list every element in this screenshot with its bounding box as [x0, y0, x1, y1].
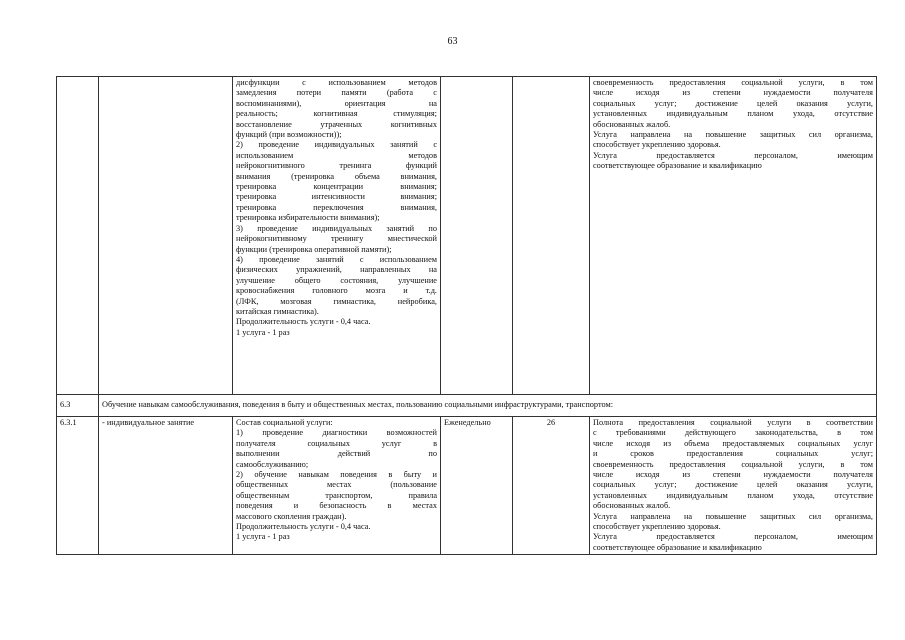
table-row-6-3-1	[57, 417, 877, 555]
text-line: Полнота предоставления социальной услуги в соответствии	[593, 418, 873, 427]
row-form: - индивидуальное занятие	[99, 417, 233, 555]
text-line: массового скопления граждан).	[236, 511, 347, 521]
text-line: Услуга направлена на повышение защитных сил организма,	[593, 130, 873, 140]
text-line: обоснованных жалоб.	[593, 119, 671, 129]
text-line: своевременность предоставления социальной услуги, в том	[593, 459, 873, 469]
text-line: числе исходя из степени нуждаемости получателя	[593, 470, 873, 480]
text-line: тренировка интенсивности внимания;	[236, 192, 437, 202]
text-line: социальных услуг; достижение целей оказания услуги,	[593, 480, 873, 490]
text-line: Состав социальной услуги:	[236, 418, 333, 427]
text-line: воспоминаниями), ориентация на	[236, 98, 437, 108]
text-line: способствует укреплению здоровья.	[593, 140, 721, 150]
row-count: 26	[513, 417, 590, 555]
text-line: способствует укреплению здоровья.	[593, 522, 721, 532]
text-line: установленных индивидуальным планом ухода, отсутствие	[593, 490, 873, 500]
text-line: Услуга предоставляется персоналом, имеющим	[593, 532, 873, 542]
text-line: использованием методов	[236, 150, 437, 160]
table-row-continued	[57, 77, 877, 395]
cell-number	[57, 77, 99, 395]
text-line: внимания (тренировка объема внимания,	[236, 171, 437, 181]
text-line: получателя социальных услуг в	[236, 438, 437, 448]
text-line: соответствующее образование и квалификацию	[593, 161, 762, 171]
text-line: 2) проведение индивидуальных занятий с	[236, 140, 437, 150]
text-line: тренировка переключения внимания,	[236, 202, 437, 212]
text-line: замедления потери памяти (работа с	[236, 88, 437, 98]
text-line: физических упражнений, направленных на	[236, 265, 437, 275]
text-line: и сроков предоставления социальных услуг;	[593, 449, 873, 459]
text-line: (ЛФК, мозговая гимнастика, нейробика,	[236, 296, 437, 306]
row-quality	[590, 417, 877, 555]
text-line: Услуга направлена на повышение защитных сил организма,	[593, 511, 873, 521]
text-line: 1 услуга - 1 раз	[236, 327, 290, 337]
text-line: соответствующее образование и квалификацию	[593, 542, 762, 552]
services-table	[56, 76, 877, 555]
text-line: самообслуживанию;	[236, 459, 309, 469]
section-number: 6.3	[57, 395, 99, 417]
text-line: Продолжительность услуги - 0,4 часа.	[236, 317, 371, 327]
text-line: выполнении действий по	[236, 449, 437, 459]
row-frequency: Еженедельно	[441, 417, 513, 555]
cell-form	[99, 77, 233, 395]
page-number: 63	[447, 36, 458, 47]
text-line: 2) обучение навыкам поведения в быту и	[236, 470, 437, 480]
text-line: улучшение общего состояния, улучшение	[236, 275, 437, 285]
text-line: тренировка избирательности внимания);	[236, 213, 380, 223]
text-line: функций (при возможности));	[236, 130, 342, 140]
text-line: кровоснабжения головного мозга и т.д.	[236, 286, 437, 296]
section-title: Обучение навыкам самообслуживания, поведения в быту и общественных местах, пользованию социальными инфраструктурами, транспортом:	[99, 395, 877, 417]
text-line: реальность; когнитивная стимуляция;	[236, 109, 437, 119]
text-line: восстановление утраченных когнитивных	[236, 119, 437, 129]
text-line: числе исходя из степени нуждаемости получателя	[593, 88, 873, 98]
text-line: 3) проведение индивидуальных занятий по	[236, 223, 437, 233]
row-content	[233, 417, 441, 555]
text-line: общественным транспортом, правила	[236, 490, 437, 500]
row-number: 6.3.1	[57, 417, 99, 555]
text-line: обоснованных жалоб.	[593, 501, 671, 511]
text-line: с требованиями действующего законодательства, в том	[593, 428, 873, 438]
text-line: 1 услуга - 1 раз	[236, 532, 290, 542]
text-line: поведения и безопасность в местах	[236, 501, 437, 511]
text-line: функции (тренировка оперативной памяти);	[236, 244, 392, 254]
text-line: дисфункции с использованием методов	[236, 78, 437, 87]
text-line: 4) проведение занятий с использованием	[236, 254, 437, 264]
text-line: тренировка концентрации внимания;	[236, 182, 437, 192]
text-line: нейрокогнитивного тренинга функций	[236, 161, 437, 171]
text-line: нейрокогнитивному тренингу мнестической	[236, 234, 437, 244]
cell-quality	[590, 77, 877, 395]
text-line: Продолжительность услуги - 0,4 часа.	[236, 522, 371, 532]
text-line: китайская гимнастика).	[236, 306, 319, 316]
cell-count	[513, 77, 590, 395]
text-line: установленных индивидуальным планом ухода, отсутствие	[593, 109, 873, 119]
text-line: 1) проведение диагностики возможностей	[236, 428, 437, 438]
text-line: числе исходя из объема предоставляемых социальных услуг	[593, 438, 873, 448]
section-row	[57, 395, 877, 417]
text-line: Услуга предоставляется персоналом, имеющим	[593, 150, 873, 160]
text-line: своевременность предоставления социальной услуги, в том	[593, 78, 873, 87]
cell-content	[233, 77, 441, 395]
text-line: общественных местах (пользование	[236, 480, 437, 490]
cell-frequency	[441, 77, 513, 395]
text-line: социальных услуг; достижение целей оказания услуги,	[593, 98, 873, 108]
